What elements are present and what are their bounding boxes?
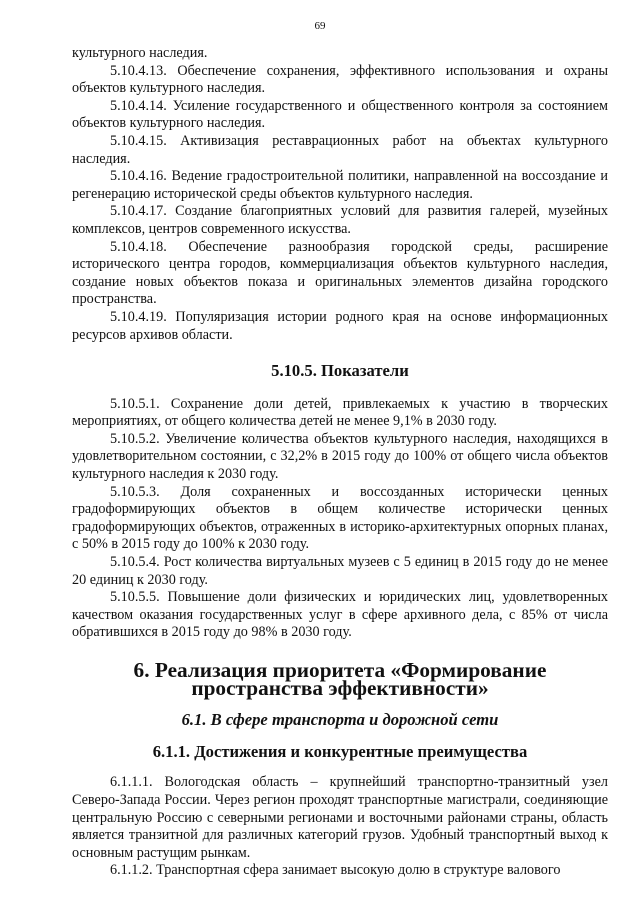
measure-paragraph: 5.10.4.15. Активизация реставрационных работ на объектах культурного наследия. (72, 132, 608, 167)
measure-paragraph: 5.10.4.13. Обеспечение сохранения, эффективного использования и охраны объектов культурного наследия. (72, 62, 608, 97)
indicator-paragraph: 5.10.5.5. Повышение доли физических и юридических лиц, удовлетворенных качеством оказания государственных услуг в сфере архивного дела, с 85% от числа обратившихся в 2015 году до 98% в 2030 году. (72, 589, 608, 641)
measure-paragraph: 5.10.4.17. Создание благоприятных условий для развития галерей, музейных комплексов, центров современного искусства. (72, 203, 608, 237)
indicator-paragraph: 5.10.5.3. Доля сохраненных и воссозданных исторически ценных градоформирующих объектов в общем количестве исторически ценных градоформирующих объектов, отраженных в историко-архитектурных опорных планах, с 50% в 2015 году до 100% к 2030 году. (72, 483, 608, 553)
lead-paragraph: культурного наследия. (72, 45, 208, 61)
body-paragraph: 6.1.1.2. Транспортная сфера занимает высокую долю в структуре валового (110, 862, 561, 879)
measure-paragraph: 5.10.4.14. Усиление государственного и общественного контроля за состоянием объектов культурного наследия. (72, 97, 608, 132)
body-paragraph: 6.1.1.1. Вологодская область – крупнейший транспортно-транзитный узел Северо-Запада России. Через регион проходят транспортные магистрали, соединяющие центральную Россию с северными регионами и восточными районами страны, область является транзитной для различных категорий грузов. Удобный транспортный выход к основным растущим рынкам. (72, 774, 608, 861)
indicator-paragraph: 5.10.5.4. Рост количества виртуальных музеев с 5 единиц в 2015 году до не менее 20 единиц к 2030 году. (72, 554, 608, 588)
page-content (72, 45, 608, 880)
section-heading: 5.10.5. Показатели (271, 361, 409, 381)
indicator-paragraph: 5.10.5.2. Увеличение количества объектов культурного наследия, находящихся в удовлетворительном состоянии, с 32,2% в 2015 году до 100% от общего числа объектов культурного наследия к 2030 году. (72, 430, 608, 483)
measure-paragraph: 5.10.4.18. Обеспечение разнообразия городской среды, расширение исторического центра городов, коммерциализация объектов культурного наследия, создание новых объектов показа и оригинальных элементов дизайна городского пространства. (72, 238, 608, 308)
subsection-heading: 6.1.1. Достижения и конкурентные преимущества (152, 741, 528, 761)
chapter-heading: 6. Реализация приоритета «Формирование пространства эффективности» (133, 658, 547, 700)
measure-paragraph: 5.10.4.19. Популяризация истории родного края на основе информационных ресурсов архивов области. (72, 308, 608, 343)
indicator-paragraph: 5.10.5.1. Сохранение доли детей, привлекаемых к участию в творческих мероприятиях, от общего количества детей не менее 9,1% в 2030 году. (72, 395, 608, 430)
measure-paragraph: 5.10.4.16. Ведение градостроительной политики, направленной на воссоздание и регенерацию исторической среды объектов культурного наследия. (72, 168, 608, 202)
page-number: 69 (314, 20, 326, 32)
subchapter-heading: 6.1. В сфере транспорта и дорожной сети (181, 710, 499, 730)
